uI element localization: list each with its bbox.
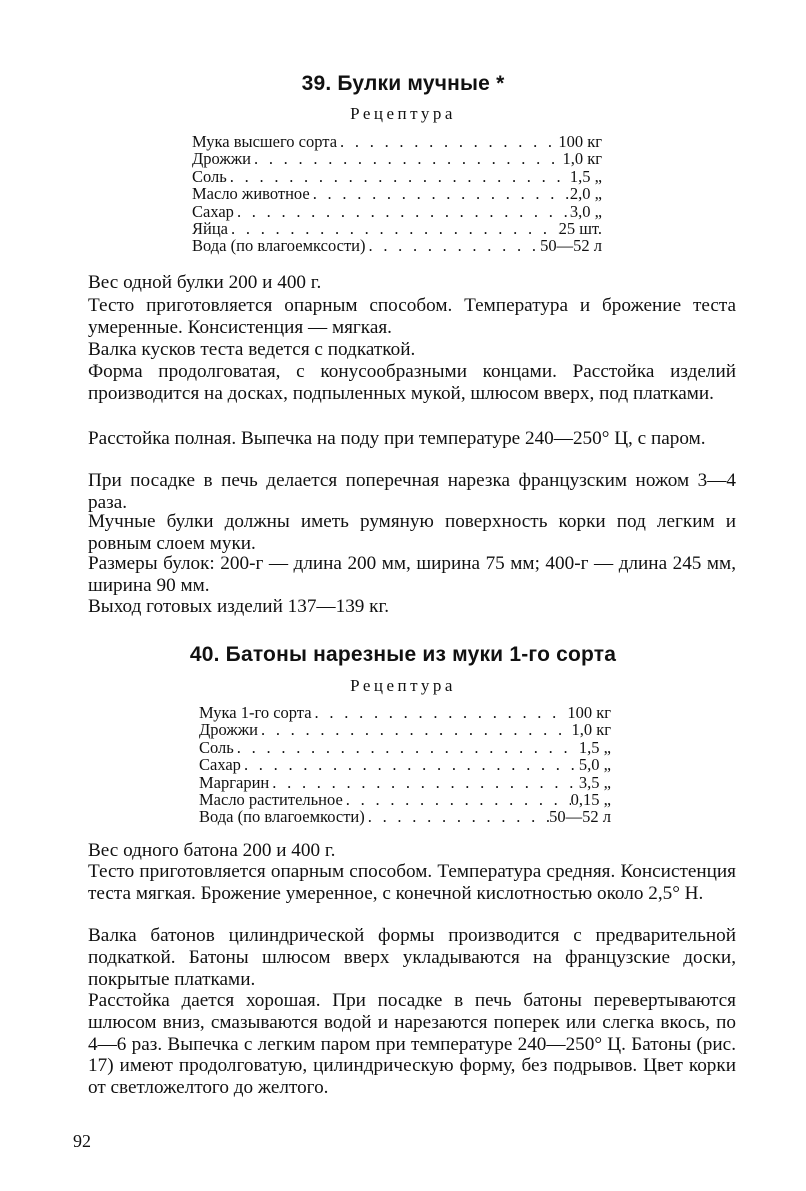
section-39-paragraph: При посадке в печь делается поперечная нарезка французским ножом 3—4 раза. [88, 470, 736, 513]
ingredient-row [192, 168, 602, 185]
ingredient-row [192, 237, 602, 254]
section-40-title: 40. Батоны нарезные из муки 1-го сорта [189, 643, 617, 666]
ingredient-row [192, 133, 602, 150]
section-40-paragraph: Тесто приготовляется опарным способом. Температура средняя. Консистенция теста мягкая. Брожение умеренное, с конечной кислотностью около 2,5° Н. [88, 861, 736, 904]
ingredient-amount: 5,0 „ [578, 755, 611, 775]
section-40-paragraph: Валка батонов цилиндрической формы производится с предварительной подкаткой. Батоны шлюсом вверх укладываются на французские доски, покрытые платками. [88, 925, 736, 990]
ingredient-row [199, 774, 611, 791]
ingredient-amount: 1,0 кг [562, 149, 602, 169]
ingredient-amount: 50—52 л [549, 807, 611, 827]
ingredient-amount: 2,0 „ [569, 184, 602, 204]
section-39-recipe-label: Рецептура [350, 104, 456, 123]
section-39-paragraph: Выход готовых изделий 137—139 кг. [88, 596, 390, 617]
ingredient-amount: 25 шт. [558, 218, 602, 238]
section-39-paragraph: Мучные булки должны иметь румяную поверхность корки под легким и ровным слоем муки. [88, 511, 736, 554]
ingredient-amount: 100 кг [558, 132, 602, 151]
ingredient-name: Вода (по влагоемкости) [199, 807, 365, 827]
ingredient-name: Маргарин [199, 772, 270, 792]
ingredient-amount: 0,15 „ [570, 789, 611, 809]
section-39-paragraph: Валка кусков теста ведется с подкаткой. [88, 339, 416, 360]
ingredient-name: Мука 1-го сорта [199, 703, 312, 722]
ingredient-name: Мука высшего сорта [192, 132, 338, 151]
ingredient-name: Масло животное [192, 184, 310, 204]
section-39-paragraph: Вес одной булки 200 и 400 г. [88, 272, 322, 293]
section-40-paragraph: Расстойка дается хорошая. При посадке в печь батоны перевертываются шлюсом вниз, смазываются водой и нарезаются поперек или слегка вкось, по 4—6 раз. Выпечка с легким паром при температуре 240—250° Ц. Батоны (рис. 17) имеют продолговатую, цилиндрическую форму, без подрывов. Цвет корки от светложелтого до желтого. [88, 990, 736, 1099]
ingredient-row [192, 185, 602, 202]
ingredient-row [192, 203, 602, 220]
ingredient-name: Вода (по влагоемксости) [192, 236, 366, 256]
section-39-paragraph: Форма продолговатая, с конусообразными концами. Расстойка изделий производится на досках, подпыленных мукой, шлюсом вверх, под платками. [88, 361, 736, 404]
ingredient-name: Дрожжи [192, 149, 251, 169]
ingredient-name: Масло растительное [199, 789, 343, 809]
ingredient-amount: 3,0 „ [569, 201, 602, 221]
ingredient-amount: 1,5 „ [578, 737, 611, 757]
section-39-paragraph: Расстойка полная. Выпечка на поду при температуре 240—250° Ц, с паром. [88, 428, 706, 449]
ingredient-row [192, 220, 602, 237]
page-number: 92 [73, 1131, 91, 1151]
ingredient-row [192, 150, 602, 167]
ingredient-row [199, 756, 611, 773]
ingredient-row [199, 791, 611, 808]
section-39-title: 39. Булки мучные * [301, 72, 505, 95]
section-40-recipe-label: Рецептура [350, 676, 456, 695]
ingredient-name: Сахар [199, 755, 241, 775]
ingredient-amount: 1,5 „ [569, 166, 602, 186]
ingredient-row [199, 721, 611, 738]
ingredient-amount: 3,5 „ [578, 772, 611, 792]
ingredient-amount: 50—52 л [540, 236, 602, 256]
ingredient-name: Яйца [192, 218, 228, 238]
ingredient-row [199, 739, 611, 756]
ingredient-amount: 100 кг [567, 703, 611, 722]
section-39-paragraph: Тесто приготовляется опарным способом. Температура и брожение теста умеренные. Консистенция — мягкая. [88, 295, 736, 338]
ingredient-name: Соль [199, 737, 234, 757]
section-39-paragraph: Размеры булок: 200-г — длина 200 мм, ширина 75 мм; 400-г — длина 245 мм, ширина 90 мм. [88, 553, 736, 596]
section-40-paragraph: Вес одного батона 200 и 400 г. [88, 840, 336, 861]
section-40-ingredient-list [199, 704, 611, 826]
ingredient-name: Сахар [192, 201, 234, 221]
section-39-ingredient-list [192, 133, 602, 255]
ingredient-name: Соль [192, 166, 227, 186]
ingredient-name: Дрожжи [199, 720, 258, 740]
ingredient-row [199, 704, 611, 721]
ingredient-row [199, 808, 611, 825]
ingredient-amount: 1,0 кг [571, 720, 611, 740]
